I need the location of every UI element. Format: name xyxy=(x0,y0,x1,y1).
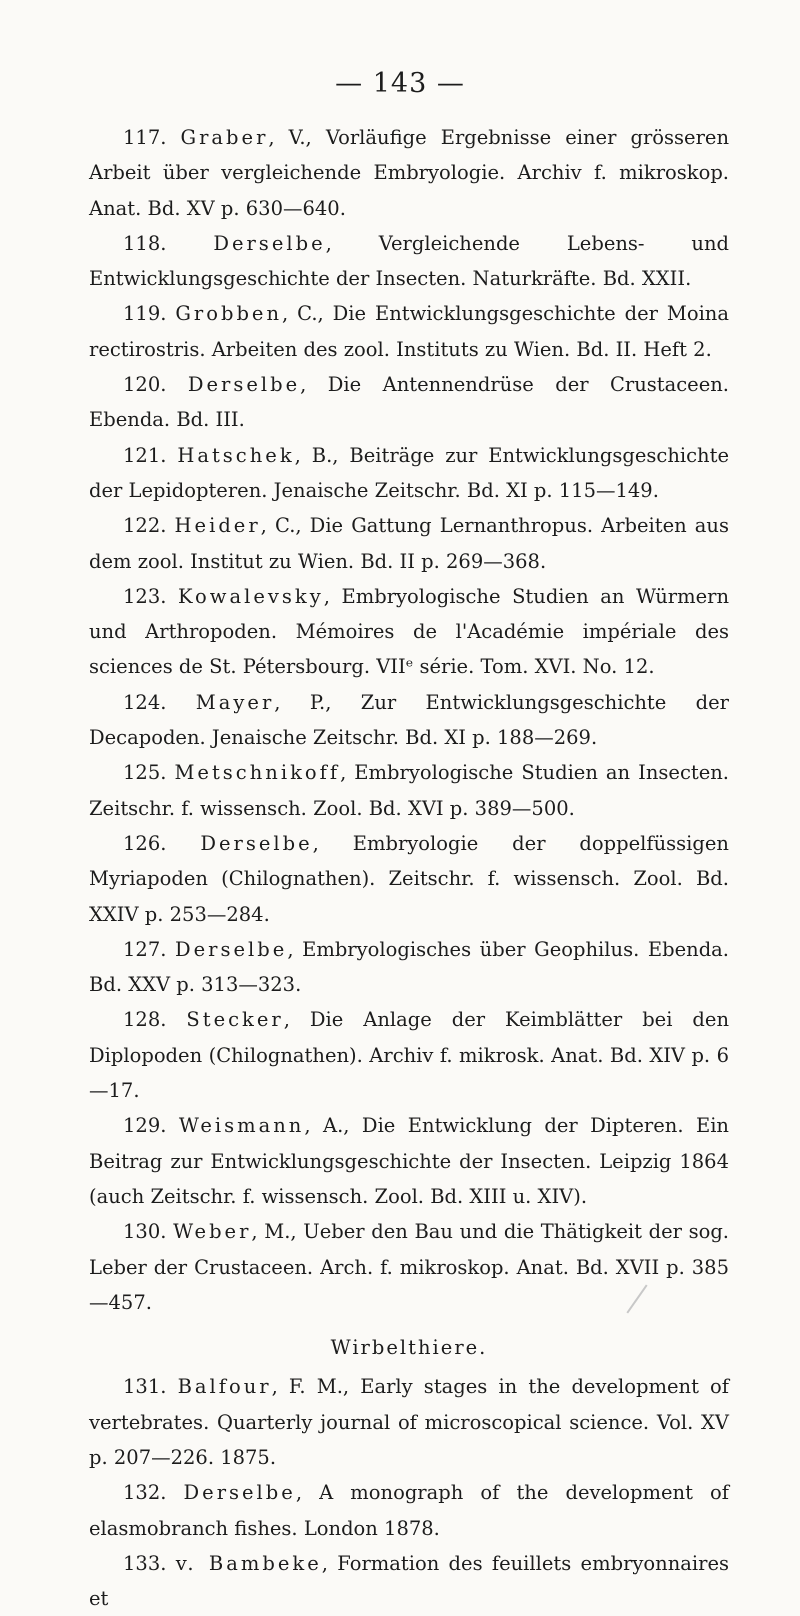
reference-entry xyxy=(89,1369,729,1475)
reference-text: , M., Ueber den Bau und die Thätigkeit der sog. Leber der Crustaceen. Arch. f. mikroskop. Anat. Bd. XVII p. 385—457. xyxy=(89,1220,729,1314)
reference-entry xyxy=(89,508,729,579)
reference-number: 128. xyxy=(123,1008,167,1032)
reference-author: Hatschek xyxy=(177,443,295,467)
reference-author: Graber xyxy=(180,126,269,149)
reference-number: 124. xyxy=(123,690,167,714)
reference-text: , A., Die Entwicklung der Dipteren. Ein Beitrag zur Entwicklungsgeschichte der Insecten. Leipzig 1864 (auch Zeitschr. f. wissensch. Zool. Bd. XIII u. XIV). xyxy=(89,1114,729,1208)
reference-number: 132. xyxy=(123,1481,167,1505)
reference-number: 123. xyxy=(123,584,167,608)
reference-entry xyxy=(89,438,729,509)
reference-text: , V., Vorläufige Ergebnisse einer grösseren Arbeit über vergleichende Embryologie. Archiv f. mikroskop. Anat. Bd. XV p. 630—640. xyxy=(89,126,729,220)
reference-entry xyxy=(89,1002,729,1108)
section-heading: Wirbelthiere. xyxy=(330,1336,488,1360)
reference-entry xyxy=(89,932,729,1003)
reference-entry xyxy=(89,1475,729,1546)
reference-author: Mayer xyxy=(195,690,275,714)
reference-text: , F. M., Early stages in the development of vertebrates. Quarterly journal of microscopical science. Vol. XV p. 207—226. 1875. xyxy=(89,1375,729,1469)
reference-entry xyxy=(89,579,729,685)
reference-author: Weismann xyxy=(178,1114,305,1138)
reference-number: 129. xyxy=(123,1114,167,1138)
invertebrate-references xyxy=(89,120,729,1320)
reference-entry xyxy=(89,1546,729,1616)
reference-number: 121. xyxy=(123,443,167,467)
reference-entry xyxy=(89,367,729,438)
reference-text: , Embryologische Studien an Würmern und Arthropoden. Mémoires de l'Académie impériale des sciences de St. Pétersbourg. VIIᵉ série. Tom. XVI. No. 12. xyxy=(89,584,729,679)
reference-number: 133. xyxy=(123,1551,167,1575)
bibliography-text xyxy=(89,120,729,1616)
reference-entry xyxy=(89,1108,729,1214)
reference-number: 120. xyxy=(123,373,167,397)
vertebrate-references xyxy=(89,1369,729,1616)
reference-author: Derselbe xyxy=(213,231,326,255)
reference-author: Balfour xyxy=(177,1375,272,1399)
reference-author: Derselbe xyxy=(200,831,313,855)
reference-entry xyxy=(89,120,729,226)
reference-text: , A monograph of the development of elasmobranch fishes. London 1878. xyxy=(89,1481,729,1540)
reference-entry xyxy=(89,226,729,297)
page-number-header: — 143 — xyxy=(335,68,465,99)
reference-number: 122. xyxy=(123,514,167,538)
reference-entry xyxy=(89,755,729,826)
reference-author: v. Bambeke xyxy=(175,1551,322,1575)
reference-text: , Die Antennendrüse der Crustaceen. Ebenda. Bd. III. xyxy=(89,373,730,432)
reference-text: , C., Die Entwicklungsgeschichte der Moina rectirostris. Arbeiten des zool. Instituts zu Wien. Bd. II. Heft 2. xyxy=(89,302,729,361)
reference-author: Metschnikoff xyxy=(174,761,341,785)
reference-text: , Embryologie der doppelfüssigen Myriapoden (Chilognathen). Zeitschr. f. wissensch. Zool. Bd. XXIV p. 253—284. xyxy=(89,831,729,926)
reference-number: 126. xyxy=(123,831,167,855)
reference-author: Weber xyxy=(173,1220,252,1244)
reference-number: 127. xyxy=(123,937,167,961)
reference-author: Derselbe xyxy=(175,937,288,961)
reference-number: 117. xyxy=(123,126,167,149)
reference-entry xyxy=(89,826,729,932)
reference-text: , Embryologisches über Geophilus. Ebenda. Bd. XXV p. 313—323. xyxy=(89,937,729,997)
reference-number: 131. xyxy=(123,1375,167,1399)
reference-author: Derselbe xyxy=(187,373,301,397)
reference-author: Kowalevsky xyxy=(178,584,324,608)
reference-entry xyxy=(89,685,729,756)
reference-text: , B., Beiträge zur Entwicklungsgeschichte der Lepidopteren. Jenaische Zeitschr. Bd. XI p. 115—149. xyxy=(89,443,729,502)
reference-text: , Embryologische Studien an Insecten. Zeitschr. f. wissensch. Zool. Bd. XVI p. 389—500. xyxy=(89,761,729,820)
reference-number: 125. xyxy=(123,761,167,785)
reference-text: , P., Zur Entwicklungsgeschichte der Decapoden. Jenaische Zeitschr. Bd. XI p. 188—269. xyxy=(89,690,730,750)
reference-text: , Die Anlage der Keimblätter bei den Diplopoden (Chilognathen). Archiv f. mikrosk. Anat. Bd. XIV p. 6—17. xyxy=(89,1008,730,1103)
reference-entry xyxy=(89,296,729,367)
reference-text: , Vergleichende Lebens- und Entwicklungsgeschichte der Insecten. Naturkräfte. Bd. XXII. xyxy=(89,231,729,291)
reference-author: Stecker xyxy=(186,1008,284,1032)
reference-number: 119. xyxy=(123,302,167,326)
reference-number: 130. xyxy=(123,1220,167,1244)
reference-text: , Formation des feuillets embryonnaires et xyxy=(89,1551,729,1611)
reference-author: Heider xyxy=(174,514,261,538)
reference-number: 118. xyxy=(123,231,167,255)
reference-author: Grobben xyxy=(175,302,283,326)
reference-text: , C., Die Gattung Lernanthropus. Arbeiten aus dem zool. Institut zu Wien. Bd. II p. 269—368. xyxy=(89,514,730,573)
reference-author: Derselbe xyxy=(183,1481,296,1505)
